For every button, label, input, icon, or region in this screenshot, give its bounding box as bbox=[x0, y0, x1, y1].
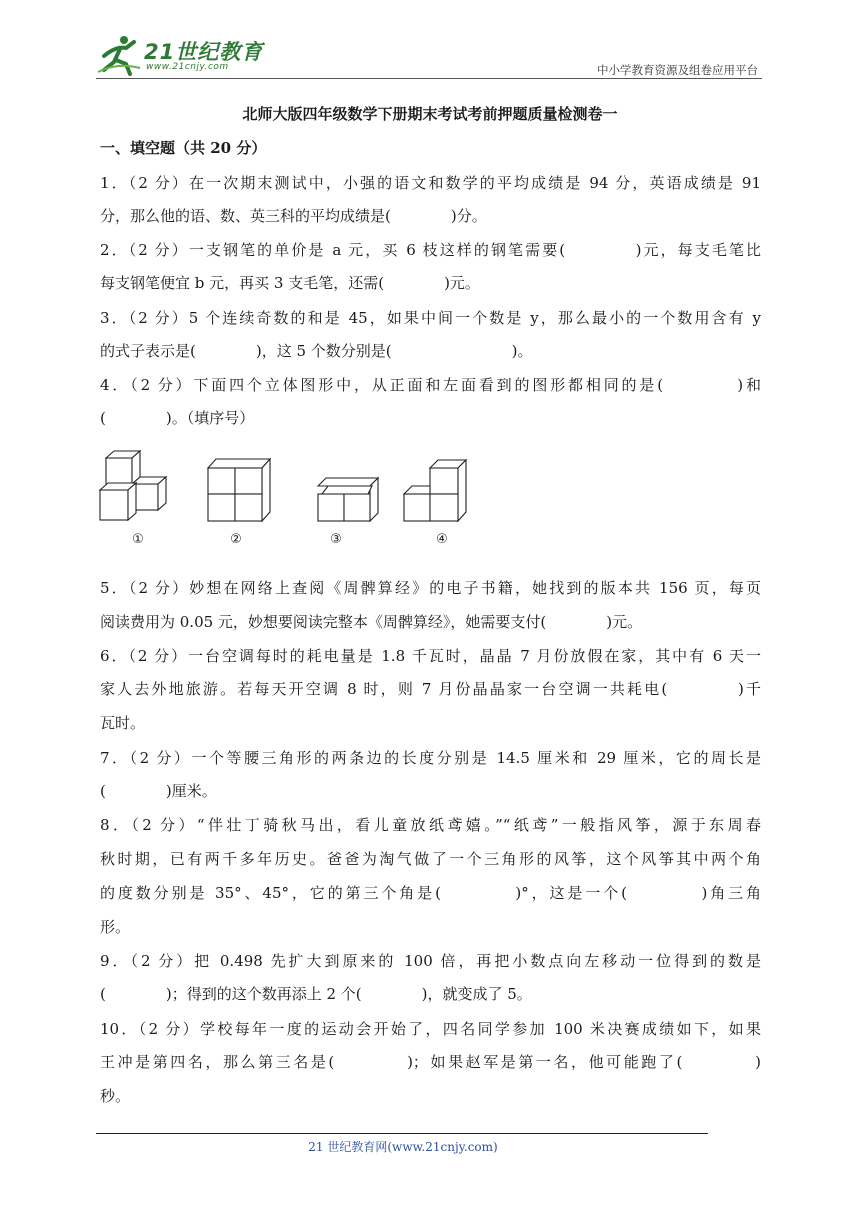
q5-line-2: 阅读费用为 0.05 元，妙想要阅读完整本《周髀算经》，她需要支付( )元。 bbox=[100, 613, 643, 631]
q7-line-1: 7．（2 分）一个等腰三角形的两条边的长度分别是 14.5 厘米和 29 厘米，它的周长是 bbox=[100, 749, 761, 767]
section-heading: 一、填空题（共 20 分） bbox=[100, 139, 267, 157]
logo-text: 21世纪教育 bbox=[144, 40, 264, 64]
q1-line-1: 1．（2 分）在一次期末测试中，小强的语文和数学的平均成绩是 94 分，英语成绩是 91 bbox=[100, 174, 761, 192]
header-divider bbox=[96, 78, 762, 79]
q6-line-1: 6．（2 分）一台空调每时的耗电量是 1.8 千瓦时，晶晶 7 月份放假在家，其中有 6 天一 bbox=[100, 647, 761, 665]
q3-line-2: 的式子表示是( )，这 5 个数分别是( )。 bbox=[100, 342, 533, 360]
q10-line-1: 10．（2 分）学校每年一度的运动会开始了，四名同学参加 100 米决赛成绩如下，如果 bbox=[100, 1020, 761, 1038]
q2-line-1: 2．（2 分）一支钢笔的单价是 a 元，买 6 枝这样的钢笔需要( )元，每支毛笔比 bbox=[100, 241, 761, 259]
q9-line-1: 9．（2 分）把 0.498 先扩大到原来的 100 倍，再把小数点向左移动一位得到的数是 bbox=[100, 952, 761, 970]
q8-line-4: 形。 bbox=[100, 918, 131, 936]
figure-2 bbox=[208, 459, 270, 521]
q3-line-1: 3．（2 分）5 个连续奇数的和是 45，如果中间一个数是 y，那么最小的一个数用含有 y bbox=[100, 309, 761, 327]
figure-label-3: ③ bbox=[330, 532, 342, 547]
platform-name: 中小学教育资源及组卷应用平台 bbox=[597, 63, 758, 77]
q8-line-2: 秋时期，已有两千多年历史。爸爸为淘气做了一个三角形的风筝，这个风筝其中两个角 bbox=[100, 850, 761, 868]
figure-label-4: ④ bbox=[436, 532, 448, 547]
q8-line-1: 8．（2 分）“伴壮丁骑秋马出，看儿童放纸鸢嬉。”“纸鸢”一般指风筝，源于东周春 bbox=[100, 816, 761, 834]
q8-line-3: 的度数分别是 35°、45°，它的第三个角是( )°，这是一个( )角三角 bbox=[100, 884, 761, 902]
figure-1 bbox=[100, 451, 166, 520]
q10-line-3: 秒。 bbox=[100, 1087, 131, 1105]
figure-label-1: ① bbox=[132, 532, 144, 547]
figure-3 bbox=[318, 478, 378, 521]
q1-line-2: 分，那么他的语、数、英三科的平均成绩是( )分。 bbox=[100, 207, 487, 225]
logo bbox=[96, 32, 266, 78]
solid-figures bbox=[96, 448, 476, 552]
q2-line-2: 每支钢笔便宜 b 元，再买 3 支毛笔，还需( )元。 bbox=[100, 274, 480, 292]
q10-line-2: 王冲是第四名，那么第三名是( )；如果赵军是第一名，他可能跑了( ) bbox=[100, 1053, 761, 1071]
figure-4 bbox=[404, 460, 466, 521]
q6-line-3: 瓦时。 bbox=[100, 714, 146, 732]
footer-divider bbox=[96, 1133, 708, 1134]
runner-logo-icon bbox=[96, 32, 142, 78]
page-footer: 21 世纪教育网(www.21cnjy.com) bbox=[308, 1140, 498, 1154]
q9-line-2: ( )；得到的这个数再添上 2 个( )，就变成了 5。 bbox=[100, 985, 532, 1003]
q5-line-1: 5．（2 分）妙想在网络上查阅《周髀算经》的电子书籍，她找到的版本共 156 页，每页 bbox=[100, 579, 761, 597]
q6-line-2: 家人去外地旅游。若每天开空调 8 时，则 7 月份晶晶家一台空调一共耗电( )千 bbox=[100, 680, 761, 698]
q7-line-2: ( )厘米。 bbox=[100, 782, 217, 800]
document-title: 北师大版四年级数学下册期末考试考前押题质量检测卷一 bbox=[242, 105, 618, 123]
logo-url: www.21cnjy.com bbox=[146, 62, 229, 72]
figure-label-2: ② bbox=[230, 532, 242, 547]
q4-line-2: ( )。（填序号） bbox=[100, 409, 255, 427]
q4-line-1: 4．（2 分）下面四个立体图形中，从正面和左面看到的图形都相同的是( )和 bbox=[100, 376, 761, 394]
page-header bbox=[96, 32, 762, 78]
